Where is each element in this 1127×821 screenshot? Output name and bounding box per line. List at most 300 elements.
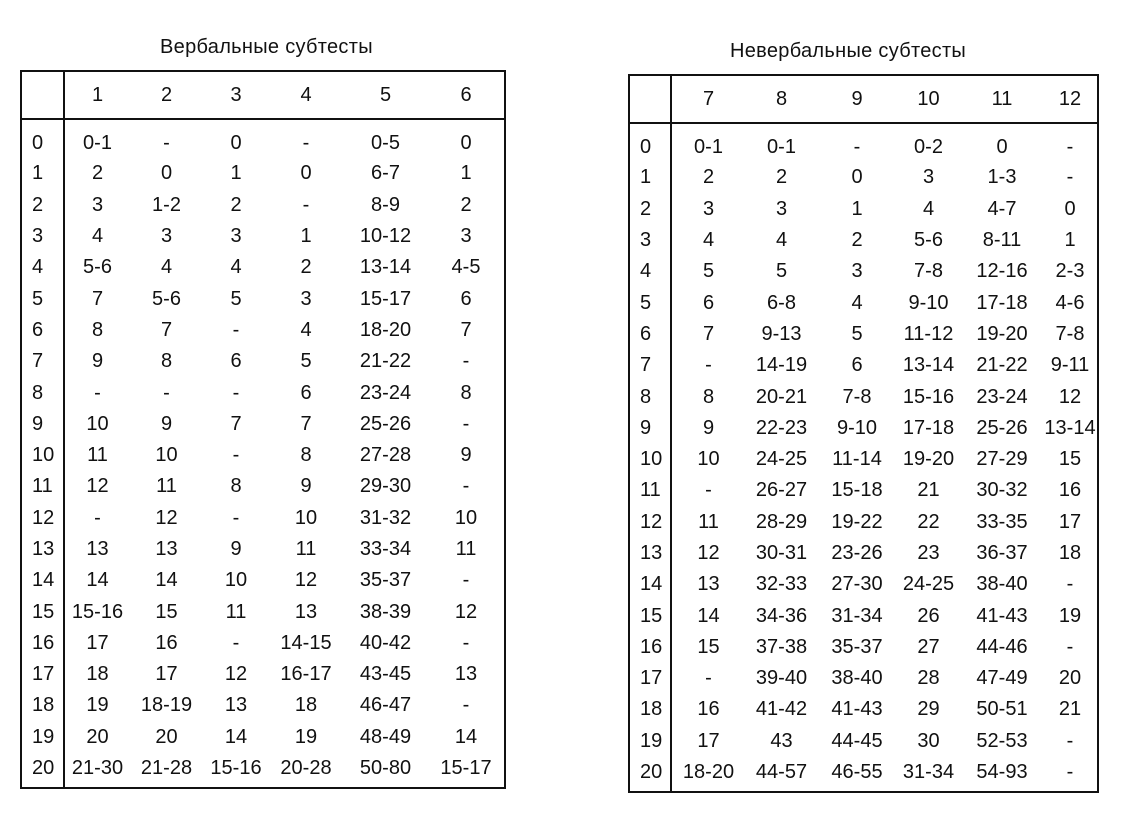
table-cell: 11 [225,600,247,623]
table-cell: 31-34 [831,604,883,627]
table-cell: 24-25 [902,573,955,596]
table-cell: 2 [91,162,104,185]
table-cell: 0-1 [767,135,796,158]
table-cell: 15-17 [359,287,412,310]
table-cell: 46-47 [359,694,412,717]
table-cell: 27-29 [976,448,1028,471]
verbal-column-header: 3 [203,71,269,119]
table-cell: - [705,667,712,690]
table-cell: 15-16 [902,385,955,408]
table-cell: 15 [1058,448,1082,471]
row-label: 19 [21,722,64,753]
table-cell: 4 [702,229,715,252]
row-label: 20 [21,753,64,788]
row-label: 2 [629,194,671,225]
table-row [629,694,1098,725]
table-cell: 27-30 [831,573,883,596]
table-cell: 43-45 [359,663,412,686]
table-cell: - [232,631,240,654]
table-row [629,569,1098,600]
table-cell: 20-21 [755,385,808,408]
table-cell: 4-5 [451,256,481,279]
table-cell: 23-24 [976,385,1028,408]
table-cell: 10 [697,448,720,471]
table-cell: - [1066,760,1074,783]
table-row [21,190,505,221]
table-cell: 4 [300,318,312,341]
table-cell: - [163,381,170,404]
row-label: 6 [629,319,671,350]
table-cell: 2 [230,193,242,216]
table-row [21,690,505,721]
table-cell: 19-20 [976,322,1028,345]
row-label: 2 [21,190,64,221]
table-cell: 14 [697,604,720,627]
table-cell: 9-10 [908,291,949,314]
table-cell: 14-15 [280,631,332,654]
table-cell: 5 [702,260,715,283]
row-label: 4 [21,252,64,283]
table-cell: 9 [160,412,173,435]
table-row [629,287,1098,318]
table-cell: - [705,354,712,377]
table-row [21,346,505,377]
table-cell: 3 [851,260,863,283]
table-row [21,221,505,252]
table-row [21,565,505,596]
row-label: 12 [629,507,671,538]
row-label: 8 [629,381,671,412]
table-cell: 0 [300,162,312,185]
table-cell: - [232,506,240,529]
table-row [629,538,1098,569]
table-cell: 7 [702,322,715,345]
table-cell: 4 [160,256,173,279]
table-cell: 52-53 [976,729,1028,752]
table-cell: 21-22 [976,354,1028,377]
table-cell: 13 [454,663,478,686]
table-cell: 14 [224,725,248,748]
table-cell: 25-26 [976,416,1028,439]
table-cell: 43 [770,729,793,752]
table-cell: 4 [775,229,788,252]
table-cell: 2 [851,229,863,252]
table-cell: 7 [460,318,472,341]
table-cell: 9 [460,444,472,467]
table-cell: 21 [917,479,940,502]
table-cell: 11 [156,475,177,498]
table-cell: 13-14 [902,354,955,377]
table-cell: 41-43 [831,698,883,721]
table-cell: 19-20 [902,448,955,471]
table-cell: 13 [155,538,178,560]
table-cell: 1 [300,225,312,248]
table-cell: 14-19 [755,354,808,377]
table-cell: 27 [917,635,940,658]
table-cell: 38-40 [976,573,1028,596]
table-cell: 5-6 [914,229,943,252]
table-cell: 8 [300,444,312,467]
table-cell: 35-37 [831,635,883,658]
table-cell: 11-14 [832,448,882,471]
table-cell: 15-18 [831,479,883,502]
table-row [21,628,505,659]
table-cell: 13 [224,694,248,717]
row-label: 17 [629,663,671,694]
table-cell: 26 [917,604,940,627]
table-row [21,534,505,565]
table-cell: 30 [917,729,940,752]
table-cell: 0 [851,166,863,189]
table-cell: - [462,475,470,498]
table-cell: 12 [224,663,248,686]
table-cell: 1-2 [152,193,181,216]
table-cell: 41-43 [976,604,1028,627]
table-cell: - [232,318,240,341]
row-label: 6 [21,315,64,346]
table-cell: - [163,131,170,154]
table-row [629,256,1098,287]
row-label: 9 [21,409,64,440]
table-cell: 18 [1058,542,1082,564]
table-cell: 20 [155,725,178,748]
table-cell: 30-32 [976,479,1028,502]
table-cell: 12 [697,542,720,564]
table-cell: 23-26 [831,542,883,564]
row-label: 20 [629,757,671,792]
table-cell: 24-25 [755,448,808,471]
table-cell: 9 [91,350,104,373]
table-cell: 16 [1058,479,1082,502]
table-cell: 1-3 [987,166,1017,189]
row-label: 19 [629,726,671,757]
nonverbal-caption: Невербальные субтесты [730,40,967,62]
table-row [21,252,505,283]
nonverbal-column-header: 7 [671,75,745,123]
table-cell: 9 [702,416,715,439]
table-cell: 5-6 [152,287,181,310]
table-cell: 3 [300,287,312,310]
table-row [629,507,1098,538]
table-cell: 13 [86,538,109,560]
table-cell: 7 [230,412,242,435]
table-cell: - [302,193,310,216]
table-cell: 2 [300,256,312,279]
table-cell: 34-36 [755,604,808,627]
table-cell: 9 [230,538,242,560]
row-label: 10 [21,440,64,471]
table-cell: 4 [851,291,863,314]
table-cell: 16 [155,631,178,654]
table-cell: 11 [295,538,317,560]
row-label: 1 [21,158,64,189]
table-cell: 0 [996,135,1008,158]
table-cell: 20-28 [280,756,332,779]
table-cell: - [462,412,470,435]
table-cell: 44-57 [755,760,808,783]
table-cell: 15 [697,635,720,658]
table-row [21,119,505,158]
table-cell: 5 [851,322,863,345]
row-label: 5 [21,283,64,314]
row-label: 1 [629,162,671,193]
row-label: 0 [629,123,671,162]
row-label: 9 [629,413,671,444]
table-cell: 35-37 [359,569,412,592]
table-cell: 9-13 [761,322,802,345]
table-cell: 5 [300,350,312,373]
table-cell: 28 [917,667,940,690]
table-cell: 21-22 [359,350,412,373]
table-cell: 5-6 [83,256,112,279]
table-cell: 19-22 [831,510,883,533]
table-cell: 50-51 [976,698,1028,721]
table-cell: 14 [86,569,109,592]
table-cell: 0-1 [83,131,112,154]
nonverbal-column-header: 12 [1043,75,1098,123]
table-cell: 4-7 [987,197,1017,220]
table-cell: 27-28 [359,444,412,467]
table-cell: 12 [454,600,478,623]
table-cell: 1 [1064,229,1076,252]
table-cell: 2 [460,193,472,216]
table-cell: 22 [917,510,940,533]
table-cell: 2 [775,166,788,189]
table-cell: 48-49 [359,725,412,748]
table-cell: 8 [460,381,472,404]
table-cell: 3 [91,193,104,216]
table-cell: 3 [775,197,788,220]
table-row [21,315,505,346]
table-cell: 14 [454,725,478,748]
table-cell: 39-40 [755,667,808,690]
table-cell: 23 [917,542,940,564]
table-cell: 6-8 [767,291,796,314]
table-cell: 7-8 [1055,322,1085,345]
table-cell: 33-34 [359,538,412,560]
table-row [21,753,505,788]
verbal-column-header: 4 [269,71,343,119]
table-row [629,123,1098,162]
table-cell: 10 [155,444,178,467]
table-row [21,471,505,502]
table-cell: 6 [300,381,312,404]
table-cell: 29 [917,698,940,721]
table-cell: 37-38 [755,635,808,658]
table-cell: 16 [697,698,720,721]
table-cell: - [1066,729,1074,752]
table-cell: 21 [1058,698,1082,721]
verbal-body [21,119,505,788]
nonverbal-column-header: 11 [961,75,1043,123]
table-cell: - [462,631,470,654]
verbal-column-header: 6 [428,71,505,119]
table-cell: 18-19 [140,694,193,717]
nonverbal-corner-cell [629,75,671,123]
table-cell: 8-9 [371,193,400,216]
row-label: 0 [21,119,64,158]
table-cell: 12 [86,475,109,498]
table-cell: 9-10 [836,416,878,439]
verbal-header-row [21,71,505,119]
table-cell: 40-42 [359,631,412,654]
row-label: 18 [629,694,671,725]
table-cell: 17-18 [976,291,1028,314]
table-row [629,162,1098,193]
table-cell: 1 [851,197,863,220]
table-row [629,413,1098,444]
table-cell: 13 [697,573,720,596]
table-cell: 17 [697,729,720,752]
table-row [21,440,505,471]
row-label: 11 [629,475,671,506]
table-cell: 8 [230,475,242,498]
table-row [629,225,1098,256]
table-cell: 6 [702,291,715,314]
row-label: 12 [21,503,64,534]
table-cell: 54-93 [976,760,1028,783]
table-cell: 12 [155,506,178,529]
row-label: 5 [629,287,671,318]
table-cell: - [462,569,470,592]
nonverbal-column-header: 10 [896,75,961,123]
table-cell: 13-14 [1044,416,1096,439]
table-cell: 44-45 [831,729,883,752]
table-cell: 16-17 [280,663,332,686]
table-cell: 7 [91,287,104,310]
table-cell: 6 [851,354,863,377]
table-cell: 13 [294,600,318,623]
table-cell: - [1066,635,1074,658]
table-cell: 0-5 [371,131,400,154]
table-cell: - [94,506,101,529]
table-cell: 15-16 [71,600,124,623]
table-cell: 0 [1064,197,1076,220]
table-cell: 17 [1058,510,1082,533]
table-cell: 0 [160,162,173,185]
table-cell: 11-12 [903,322,954,345]
table-row [21,503,505,534]
table-row [629,475,1098,506]
table-cell: 3 [230,225,242,248]
table-row [629,350,1098,381]
table-cell: 17 [155,663,178,686]
table-row [21,409,505,440]
table-cell: - [1066,135,1074,158]
table-cell: 10 [454,506,478,529]
table-cell: 38-39 [359,600,412,623]
table-cell: 1 [460,162,472,185]
table-cell: 17-18 [902,416,955,439]
table-cell: 44-46 [976,635,1028,658]
table-cell: 31-32 [359,506,412,529]
table-cell: 13-14 [359,256,412,279]
verbal-column-header: 2 [130,71,203,119]
table-cell: 5 [230,287,242,310]
table-cell: 18 [294,694,318,717]
table-cell: 17 [86,631,109,654]
table-row [21,596,505,627]
row-label: 11 [21,471,64,502]
nonverbal-column-header: 8 [745,75,818,123]
table-cell: 47-49 [976,667,1028,690]
table-cell: 41-42 [755,698,808,721]
table-cell: 3 [922,166,935,189]
table-cell: 19 [86,694,109,717]
table-cell: 18-20 [682,760,735,783]
table-row [21,283,505,314]
table-cell: 21-30 [71,756,124,779]
table-cell: 26-27 [755,479,808,502]
table-cell: 4-6 [1055,291,1085,314]
table-cell: 3 [460,225,472,248]
table-cell: 32-33 [755,573,808,596]
table-cell: - [232,444,240,467]
table-cell: 15 [155,600,178,623]
table-cell: 4 [91,225,104,248]
table-cell: 33-35 [976,510,1028,533]
table-cell: 8 [91,318,104,341]
table-cell: 0 [460,131,472,154]
table-cell: 28-29 [755,510,808,533]
table-cell: 11 [698,510,719,533]
table-cell: 5 [775,260,788,283]
table-row [629,757,1098,792]
table-cell: 23-24 [359,381,412,404]
table-cell: 7 [160,318,173,341]
table-cell: 3 [160,225,173,248]
table-cell: 7-8 [914,260,943,283]
table-cell: - [1066,573,1074,596]
table-cell: 21-28 [140,756,193,779]
table-row [629,444,1098,475]
table-cell: - [462,350,470,373]
table-cell: 7 [300,412,312,435]
table-cell: 25-26 [359,412,412,435]
row-label: 3 [629,225,671,256]
table-row [629,600,1098,631]
table-cell: 50-80 [359,756,412,779]
row-label: 15 [21,596,64,627]
table-cell: - [853,135,861,158]
table-cell: 20 [1058,667,1082,690]
table-cell: 0-2 [914,135,943,158]
table-cell: 18 [86,663,109,686]
table-cell: 29-30 [359,475,412,498]
row-label: 15 [629,600,671,631]
table-cell: 6-7 [371,162,400,185]
table-cell: 15-17 [440,756,492,779]
table-row [21,377,505,408]
table-cell: 9-11 [1050,354,1090,377]
table-cell: 2 [702,166,715,189]
table-cell: - [94,381,101,404]
row-label: 14 [629,569,671,600]
row-label: 7 [21,346,64,377]
table-cell: 38-40 [831,667,883,690]
table-cell: - [302,131,310,154]
table-cell: 19 [1058,604,1082,627]
row-label: 4 [629,256,671,287]
row-label: 13 [21,534,64,565]
table-cell: 12-16 [976,260,1028,283]
table-cell: 2-3 [1055,260,1085,283]
table-cell: 6 [230,350,242,373]
table-cell: 8 [702,385,715,408]
table-row [21,722,505,753]
table-row [21,158,505,189]
row-label: 16 [629,632,671,663]
